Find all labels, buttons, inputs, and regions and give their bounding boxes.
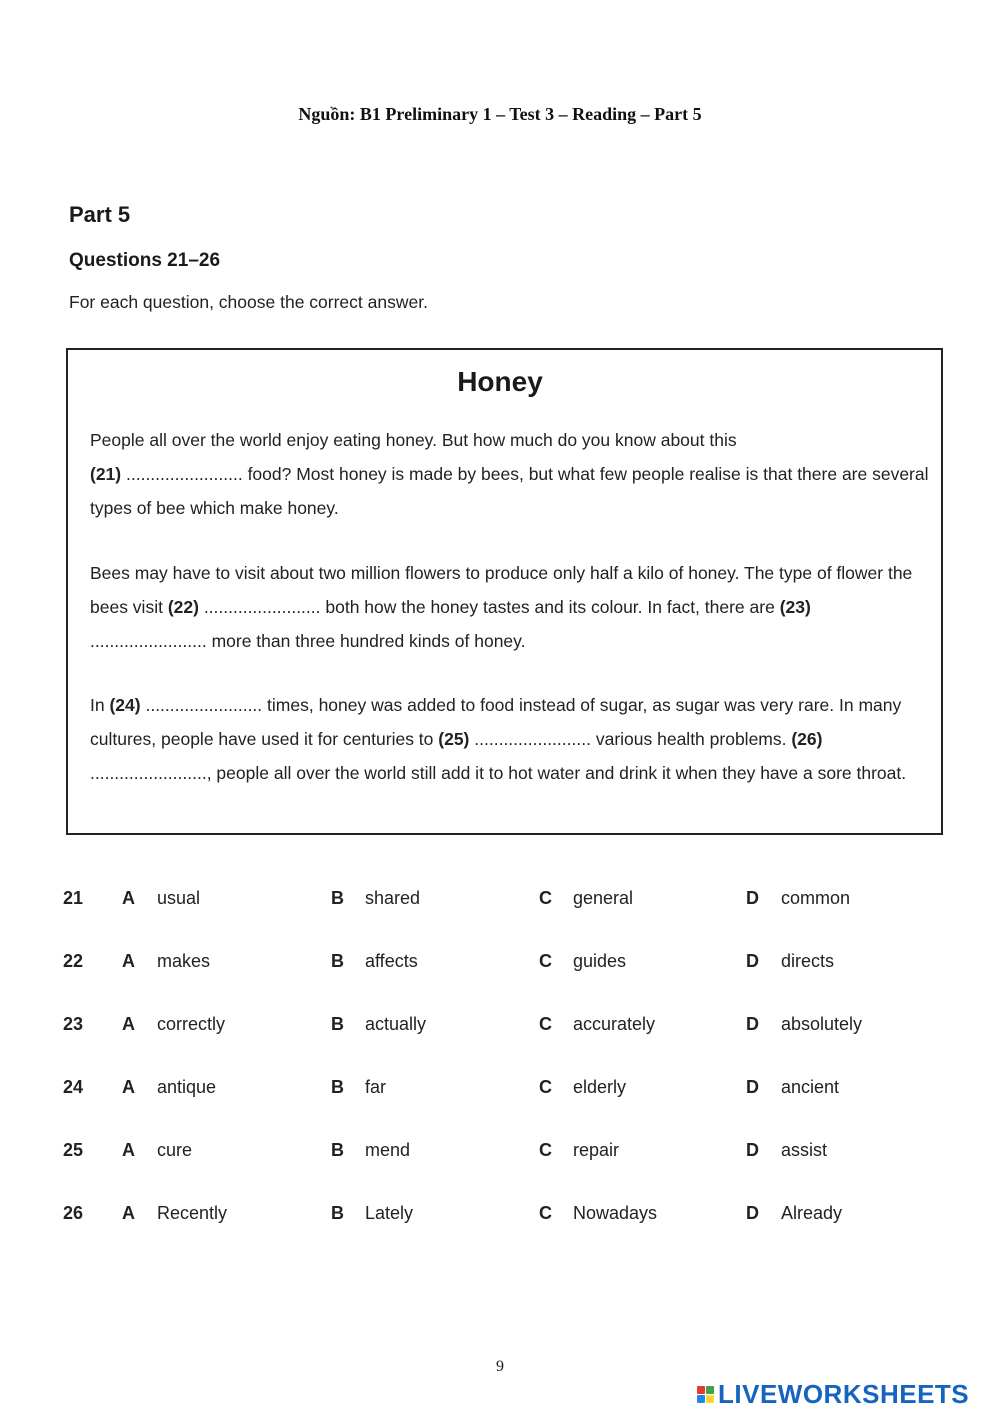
option-letter-b: B: [331, 1203, 344, 1223]
option-23-d[interactable]: absolutely: [781, 1014, 863, 1034]
option-letter-c: C: [539, 888, 552, 908]
passage-text: Bees may have to visit about two million flowers to produce only half a kilo of honey. The type of flower the bees visit: [90, 563, 913, 617]
blank-22[interactable]: ........................: [203, 597, 321, 617]
passage-paragraph-2: [90, 556, 930, 658]
option-letter-a: A: [122, 888, 135, 908]
question-number: 23: [63, 1014, 84, 1034]
option-25-b[interactable]: mend: [365, 1140, 411, 1160]
passage-paragraph-1: [90, 423, 930, 525]
option-letter-a: A: [122, 1203, 135, 1223]
option-25-a[interactable]: cure: [157, 1140, 193, 1160]
option-letter-c: C: [539, 1014, 552, 1034]
option-22-d[interactable]: directs: [781, 951, 835, 971]
option-21-d[interactable]: common: [781, 888, 851, 908]
option-letter-a: A: [122, 1140, 135, 1160]
blank-25[interactable]: ........................: [474, 729, 591, 749]
option-22-c[interactable]: guides: [573, 951, 627, 971]
passage-text: times, honey was added to food instead of sugar, as sugar was very rare. In many cultures, people have used it for centuries to: [90, 695, 902, 749]
option-letter-c: C: [539, 1140, 552, 1160]
option-23-a[interactable]: correctly: [157, 1014, 226, 1034]
option-26-b[interactable]: Lately: [365, 1203, 414, 1223]
blank-21[interactable]: ........................: [126, 464, 243, 484]
option-row-24: [0, 1077, 1000, 1117]
option-letter-d: D: [746, 1140, 759, 1160]
passage-text: both how the honey tastes and its colour. In fact, there are: [320, 597, 780, 617]
option-letter-b: B: [331, 951, 344, 971]
option-25-c[interactable]: repair: [573, 1140, 620, 1160]
passage-text: , people all over the world still add it to hot water and drink it when they have a sore throat.: [206, 763, 907, 783]
blank-23[interactable]: ........................: [90, 631, 207, 651]
option-24-c[interactable]: elderly: [573, 1077, 627, 1097]
passage-text: more than three hundred kinds of honey.: [206, 631, 526, 651]
option-letter-a: A: [122, 951, 135, 971]
blank-23-number: (23): [779, 597, 811, 617]
option-row-22: [0, 951, 1000, 991]
option-letter-a: A: [122, 1077, 135, 1097]
option-letter-b: B: [331, 1014, 344, 1034]
option-24-b[interactable]: far: [365, 1077, 387, 1097]
option-21-b[interactable]: shared: [365, 888, 421, 908]
blank-26[interactable]: ........................: [90, 763, 207, 783]
passage-paragraph-3: [90, 688, 930, 790]
option-26-a[interactable]: Recently: [157, 1203, 228, 1223]
option-23-c[interactable]: accurately: [573, 1014, 656, 1034]
option-letter-c: C: [539, 951, 552, 971]
option-row-26: [0, 1203, 1000, 1243]
logo-text: LIVEWORKSHEETS: [718, 1378, 970, 1409]
option-23-b[interactable]: actually: [365, 1014, 427, 1034]
passage-text: In: [90, 695, 110, 715]
source-header: Nguồn: B1 Preliminary 1 – Test 3 – Reading – Part 5: [298, 104, 702, 124]
passage-text: People all over the world enjoy eating honey. But how much do you know about this: [90, 430, 737, 450]
blank-26-number: (26): [791, 729, 823, 749]
option-21-a[interactable]: usual: [157, 888, 201, 908]
question-number: 21: [63, 888, 84, 908]
blank-24[interactable]: ........................: [145, 695, 263, 715]
option-letter-d: D: [746, 888, 759, 908]
option-letter-c: C: [539, 1203, 552, 1223]
option-letter-b: B: [331, 888, 344, 908]
question-number: 24: [63, 1077, 84, 1097]
option-row-25: [0, 1140, 1000, 1180]
logo-grid-icon: [697, 1386, 714, 1403]
blank-22-number: (22): [167, 597, 199, 617]
option-letter-d: D: [746, 1014, 759, 1034]
liveworksheets-logo[interactable]: [697, 1379, 969, 1409]
option-row-23: [0, 1014, 1000, 1054]
questions-range: Questions 21–26: [69, 250, 221, 271]
option-row-21: [0, 888, 1000, 928]
question-number: 25: [63, 1140, 84, 1160]
blank-24-number: (24): [109, 695, 141, 715]
option-26-d[interactable]: Already: [781, 1203, 843, 1223]
passage-text: food? Most honey is made by bees, but what few people realise is that there are several types of bee which make honey.: [90, 464, 929, 518]
instruction-text: For each question, choose the correct answer.: [69, 292, 428, 312]
option-24-d[interactable]: ancient: [781, 1077, 840, 1097]
page-number: 9: [496, 1358, 504, 1375]
option-letter-c: C: [539, 1077, 552, 1097]
question-number: 22: [63, 951, 84, 971]
option-25-d[interactable]: assist: [781, 1140, 828, 1160]
passage-title: Honey: [457, 366, 543, 397]
option-letter-a: A: [122, 1014, 135, 1034]
passage-text: various health problems.: [590, 729, 792, 749]
question-number: 26: [63, 1203, 84, 1223]
option-26-c[interactable]: Nowadays: [573, 1203, 658, 1223]
option-22-a[interactable]: makes: [157, 951, 211, 971]
option-letter-d: D: [746, 1203, 759, 1223]
blank-21-number: (21): [90, 464, 122, 484]
part-title: Part 5: [69, 202, 131, 227]
blank-25-number: (25): [438, 729, 470, 749]
option-24-a[interactable]: antique: [157, 1077, 217, 1097]
option-22-b[interactable]: affects: [365, 951, 418, 971]
option-21-c[interactable]: general: [573, 888, 634, 908]
option-letter-b: B: [331, 1140, 344, 1160]
option-letter-d: D: [746, 951, 759, 971]
option-letter-b: B: [331, 1077, 344, 1097]
option-letter-d: D: [746, 1077, 759, 1097]
